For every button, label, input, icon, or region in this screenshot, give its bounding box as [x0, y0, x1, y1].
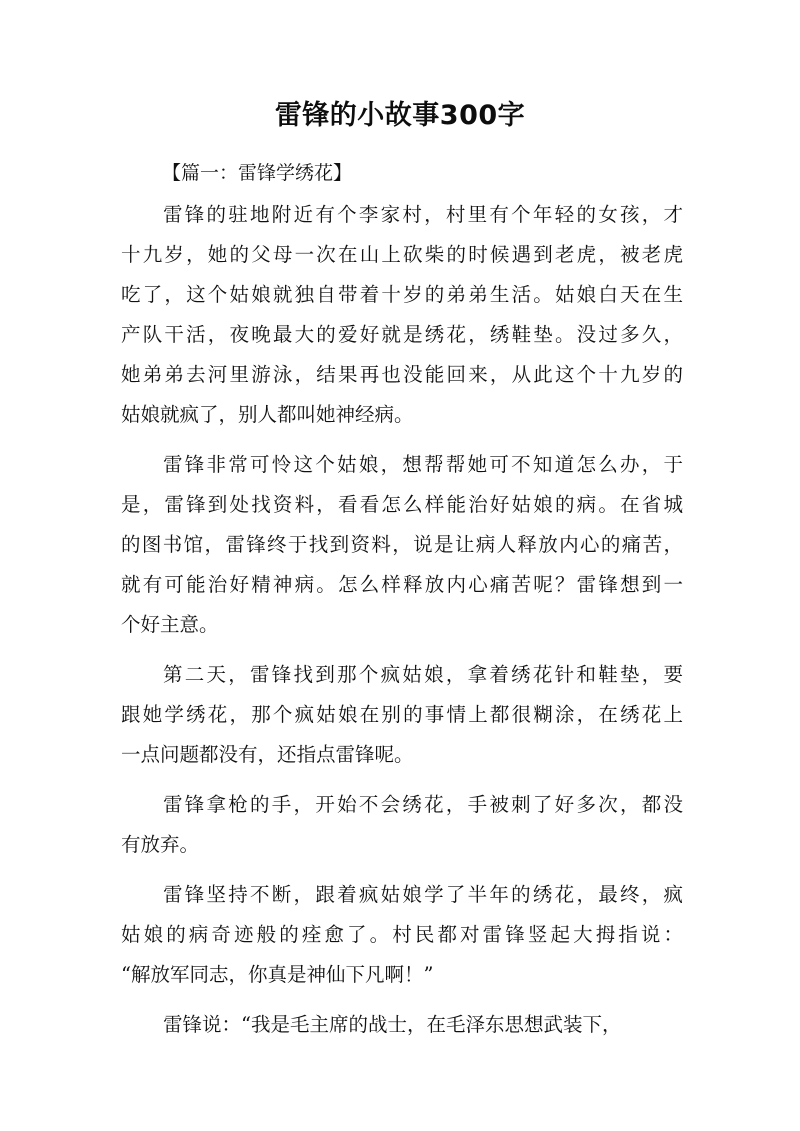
- paragraph-6: [121, 1005, 683, 1045]
- paragraph-line: 就有可能治好精神病。怎么样释放内心痛苦呢？雷锋想到一: [121, 573, 683, 596]
- section-heading: 【篇一：雷锋学绣花】: [162, 162, 353, 184]
- paragraph-3: [121, 655, 683, 775]
- paragraph-line: “解放军同志，你真是神仙下凡啊！”: [121, 963, 434, 986]
- paragraph-2: [121, 445, 683, 645]
- paragraph-line: 雷锋非常可怜这个姑娘，想帮帮她可不知道怎么办，于: [163, 453, 683, 476]
- paragraph-4: [121, 785, 683, 865]
- paragraph-line: 有放弃。: [121, 833, 200, 856]
- paragraph-5: [121, 875, 683, 995]
- paragraph-line: 十九岁，她的父母一次在山上砍柴的时候遇到老虎，被老虎: [121, 243, 683, 266]
- paragraph-line: 雷锋拿枪的手，开始不会绣花，手被刺了好多次，都没: [163, 793, 683, 816]
- paragraph-line: 的图书馆，雷锋终于找到资料，说是让病人释放内心的痛苦，: [121, 533, 683, 556]
- paragraph-line: 跟她学绣花，那个疯姑娘在别的事情上都很糊涂，在绣花上: [121, 703, 683, 726]
- paragraph-1: [121, 195, 683, 435]
- paragraph-line: 个好主意。: [121, 613, 219, 636]
- paragraph-line: 是，雷锋到处找资料，看看怎么样能治好姑娘的病。在省城: [121, 493, 683, 516]
- paragraph-line: 一点问题都没有，还指点雷锋呢。: [121, 743, 414, 766]
- paragraph-line: 雷锋坚持不断，跟着疯姑娘学了半年的绣花，最终，疯: [163, 883, 683, 906]
- document-title: 雷锋的小故事300字: [274, 100, 526, 131]
- document-body: [121, 153, 683, 1045]
- paragraph-line: 雷锋的驻地附近有个李家村，村里有个年轻的女孩，才: [163, 203, 683, 226]
- paragraph-line: 她弟弟去河里游泳，结果再也没能回来，从此这个十九岁的: [121, 363, 683, 386]
- paragraph-line: 雷锋说：“我是毛主席的战士，在毛泽东思想武装下，: [163, 1013, 622, 1036]
- paragraph-line: 姑娘就疯了，别人都叫她神经病。: [121, 403, 414, 426]
- paragraph-line: 姑娘的病奇迹般的痊愈了。村民都对雷锋竖起大拇指说：: [121, 923, 683, 946]
- paragraph-line: 第二天，雷锋找到那个疯姑娘，拿着绣花针和鞋垫，要: [163, 663, 683, 686]
- paragraph-line: 产队干活，夜晚最大的爱好就是绣花，绣鞋垫。没过多久，: [121, 323, 683, 346]
- paragraph-line: 吃了，这个姑娘就独自带着十岁的弟弟生活。姑娘白天在生: [121, 283, 683, 306]
